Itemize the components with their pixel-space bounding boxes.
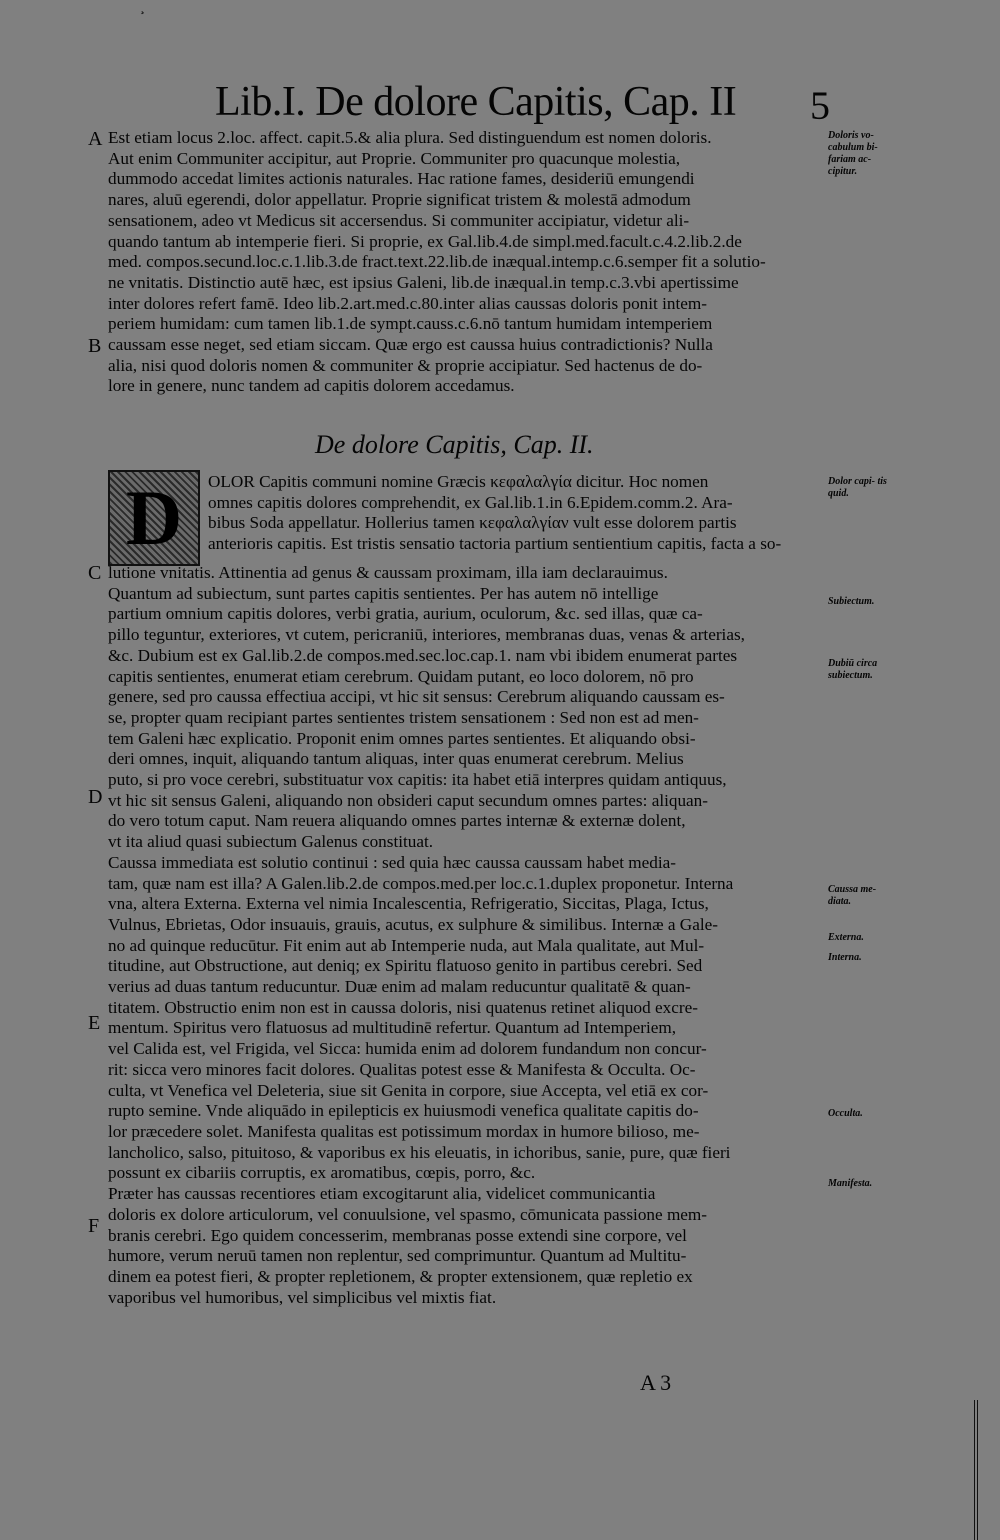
text-line: tam, quæ nam est illa? A Galen.lib.2.de compos.med.per loc.c.1.duplex proponetur. Interna [108,873,734,893]
text-line: bibus Soda appellatur. Hollerius tamen κεφαλαλγίαν vult esse dolorem partis [208,513,737,533]
text-line: omnes capitis dolores comprehendit, ex Gal.lib.1.in 6.Epidem.comm.2. Ara- [208,492,733,512]
margin-note: Manifesta. [828,1178,873,1189]
text-line: rupto semine. Vnde aliquādo in epilepticis ex huiusmodi venefica qualitate capitis do- [108,1101,699,1121]
section-marker-c: C [88,562,102,584]
margin-note: Interna. [828,952,862,963]
text-line: titudine, aut Obstructione, aut deniq; ex Spiritu flatuoso genito in partibus cerebri. Sed [108,956,703,976]
text-line: quando tantum ab intemperie fieri. Si proprie, ex Gal.lib.4.de simpl.med.facult.c.4.2.lib.2.de [108,231,742,251]
margin-note: Dolor capi- tis quid. [828,476,887,499]
text-line: capitis sentientes, enumerat etiam cerebrum. Quidam putant, eo loco dolorem, nō pro [108,666,694,686]
paragraph-block-1 [108,128,823,397]
text-line: Præter has caussas recentiores etiam excogitarunt alia, videlicet communicantia [108,1184,656,1204]
margin-note: Subiectum. [828,596,875,607]
text-line: vaporibus vel humoribus, vel simplicibus vel mixtis fiat. [108,1287,497,1307]
text-line: se, propter quam recipiant partes sentientes tristem sensationem : Sed non est ad men- [108,707,699,727]
text-line: doloris ex dolore articulorum, vel conuulsione, vel spasmo, cōmunicata passione mem- [108,1204,708,1224]
text-line: puto, si pro voce cerebri, substituatur vox capitis: ita habet etiā interpres quidam antiquus, [108,770,727,790]
text-line: no ad quinque reducūtur. Fit enim aut ab Intemperie nuda, aut Mala qualitate, aut Mul- [108,935,705,955]
section-marker-d: D [88,786,103,808]
text-line: vel Calida est, vel Frigida, vel Sicca: humida enim ad dolorem fundandum non concur- [108,1039,707,1059]
text-line: culta, vt Venefica vel Deleteria, siue sit Genita in corpore, siue Accepta, vel etiā ex cor- [108,1080,709,1100]
page-number: 5 [810,83,830,128]
text-line: &c. Dubium est ex Gal.lib.2.de compos.med.sec.loc.cap.1. nam vbi ibidem enumerat partes [108,645,738,665]
text-line: humore, verum neruū tamen non replentur, sed comprimuntur. Quantum ad Multitu- [108,1246,687,1266]
margin-note: Caussa me- diata. [828,884,877,907]
text-line: OLOR Capitis communi nomine Græcis κεφαλαλγία dicitur. Hoc nomen [208,472,709,491]
text-line: Caussa immediata est solutio continui : sed quia hæc caussa caussam habet media- [108,852,677,872]
text-line: deri omnes, inquit, aliquando tantum aliquas, inter quas enumerat cerebrum. Melius [108,749,684,769]
text-line: titatem. Obstructio enim non est in caussa doloris, nisi quatenus retinet aliquod excre- [108,997,698,1017]
chapter-heading: De dolore Capitis, Cap. II. [315,430,594,459]
text-line: partium omnium capitis dolores, verbi gratia, aurium, oculorum, &c. sed illas, quæ ca- [108,604,703,624]
text-line: nares, aluū egerendi, dolor appellatur. Proprie significat tristem & molestā admodum [108,190,691,210]
text-line: ne vnitatis. Distinctio autē hæc, est ipsius Galeni, lib.de inæqual.in temp.c.3.vbi apertissime [108,272,739,292]
text-line: lancholico, salso, pituitoso, & vaporibus ex his eleuatis, in ichoribus, sanie, pure, quæ fieri [108,1142,731,1162]
text-line: lor præcedere solet. Manifesta qualitas est potissimum mordax in humore bilioso, me- [108,1121,700,1141]
margin-note: Externa. [828,932,864,943]
top-mark: ¸ [140,0,145,15]
text-line: dinem ea potest fieri, & propter repletionem, & propter extensionem, quæ repletio ex [108,1266,693,1286]
text-line: vt ita aliud quasi subiectum Galenus constituat. [108,832,434,852]
text-line: anterioris capitis. Est tristis sensatio tactoria partium sentientium capitis, facta a so- [208,534,782,554]
decorated-initial: D [108,470,200,566]
margin-note: Dubiū circa subiectum. [828,658,878,681]
text-line: verius ad duas tantum reducuntur. Duæ enim ad malam reducuntur qualitatē & quan- [108,977,691,997]
text-line: mentum. Spiritus vero flatuosus ad multitudinē refertur. Quantum ad Intemperiem, [108,1018,677,1038]
text-line: Est etiam locus 2.loc. affect. capit.5.& alia plura. Sed distinguendum est nomen doloris. [108,128,712,147]
binding-edge [974,1400,980,1540]
paragraph-block-2 [108,563,823,1308]
margin-note: Doloris vo- cabulum bi- fariam ac- cipitur. [828,130,878,177]
text-line: dummodo accedat limites actionis naturales. Hac ratione fames, desideriū emungendi [108,169,695,189]
text-line: med. compos.secund.loc.c.1.lib.3.de fract.text.22.lib.de inæqual.intemp.c.6.semper fit a solutio- [108,252,766,272]
text-line: inter dolores refert famē. Ideo lib.2.art.med.c.80.inter alias caussas doloris ponit intem- [108,293,707,313]
text-line: genere, sed pro caussa effectiua accipi, vt hic sit sensus: Cerebrum aliquando caussam es- [108,687,725,707]
text-line: lore in genere, nunc tandem ad capitis dolorem accedamus. [108,376,515,396]
text-line: Aut enim Communiter accipitur, aut Proprie. Communiter pro quacunque molestia, [108,148,681,168]
section-marker-b: B [88,335,102,357]
text-line: Vulnus, Ebrietas, Odor insuauis, grauis, acutus, ex sulphure & similibus. Internæ a Gale- [108,914,718,934]
margin-note: Occulta. [828,1108,863,1119]
text-line: branis cerebri. Ego quidem concesserim, membranas posse extendi sine corpore, vel [108,1225,687,1245]
text-line: vna, altera Externa. Externa vel nimia Incalescentia, Refrigeratio, Siccitas, Plaga, Ictus, [108,894,709,914]
paragraph-block-2-indented [208,472,823,555]
section-marker-a: A [88,128,103,150]
text-line: periem humidam: cum tamen lib.1.de sympt.causs.c.6.nō tantum humidam intemperiem [108,314,713,334]
section-marker-f: F [88,1215,100,1237]
text-line: pillo teguntur, exteriores, vt cutem, pericraniū, interiores, membranas duas, venas & arterias, [108,625,745,645]
text-line: caussam esse neget, sed etiam siccam. Quæ ergo est caussa huius contradictionis? Nulla [108,335,713,355]
text-line: sensationem, adeo vt Medicus sit accersendus. Si communiter accipiatur, videtur ali- [108,210,690,230]
signature-mark: A 3 [640,1370,672,1395]
text-line: possunt ex cibariis corruptis, ex aromatibus, cœpis, porro, &c. [108,1163,536,1183]
text-line: alia, nisi quod doloris nomen & communiter & proprie accipiatur. Sed hactenus de do- [108,355,703,375]
text-line: lutione vnitatis. Attinentia ad genus & caussam proximam, illa iam declarauimus. [108,563,668,582]
text-line: do vero totum caput. Nam reuera aliquando omnes partes internæ & externæ dolent, [108,811,686,831]
text-line: tem Galeni hæc explicatio. Proponit enim omnes partes sentientes. Et aliquando obsi- [108,728,696,748]
text-line: rit: sicca vero minores facit dolores. Qualitas potest esse & Manifesta & Occulta. Oc- [108,1059,696,1079]
text-line: Quantum ad subiectum, sunt partes capitis sentientes. Per has autem nō intellige [108,583,659,603]
section-marker-e: E [88,1012,101,1034]
text-line: vt hic sit sensus Galeni, aliquando non obsideri caput secundum omnes partes: aliquan- [108,790,709,810]
running-header: Lib.I. De dolore Capitis, Cap. II [215,79,737,125]
